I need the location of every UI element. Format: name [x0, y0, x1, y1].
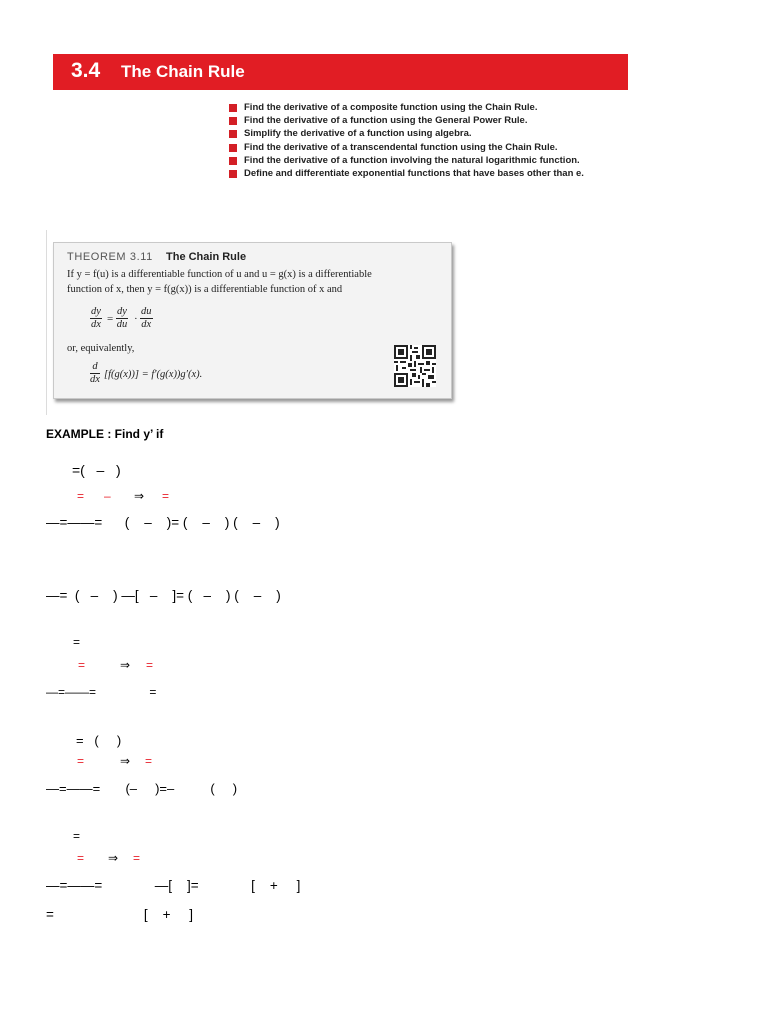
equals-sign: =	[107, 313, 114, 325]
fraction-dy-du: $\frac{dy}{du}$	[116, 306, 128, 330]
objective-item: Find the derivative of a transcendental function using the Chain Rule.	[228, 141, 628, 154]
theorem-or-text: or, equivalently,	[67, 343, 135, 354]
bullet-icon	[229, 144, 237, 152]
objective-item: Find the derivative of a composite function using the Chain Rule.	[228, 101, 628, 114]
objective-item: Find the derivative of a function using the General Power Rule.	[228, 114, 628, 127]
equation-fragment: =	[77, 489, 85, 503]
bullet-icon	[229, 130, 237, 138]
fraction-dy-dx: $\frac{dy}{dx}$	[91, 306, 101, 330]
equation-line: —=——= —[ ]= [ + ]	[46, 878, 301, 893]
equation-fragment: –	[104, 489, 111, 503]
theorem-line-2: function of x, then y = f(g(x)) is a differentiable function of x and	[67, 284, 343, 295]
equation-fragment: =	[77, 851, 85, 865]
equation-fragment: =	[73, 635, 81, 649]
equation-fragment: =	[162, 489, 170, 503]
equation-line: =( – )	[72, 462, 121, 478]
implies-symbol: ⇒	[120, 754, 131, 768]
equation-line: —=——= ( – )= ( – ) ( – )	[46, 515, 280, 530]
equation-line: = [ + ]	[46, 907, 194, 922]
objectives-list	[228, 101, 628, 180]
objective-item: Simplify the derivative of a function using algebra.	[228, 127, 628, 140]
implies-symbol: ⇒	[120, 658, 131, 672]
page-edge-line	[46, 230, 47, 415]
fraction-du-dx: $\frac{du}{dx}$	[141, 306, 152, 330]
equation-line: —= ( – ) —[ – ]= ( – ) ( – )	[46, 588, 281, 603]
equation-line: —=——= =	[46, 685, 157, 699]
section-banner	[53, 54, 628, 90]
equation-fragment: =	[133, 851, 141, 865]
equation-fragment: =	[77, 754, 85, 768]
equation-fragment: =	[145, 754, 153, 768]
equation-fragment: =	[146, 658, 154, 672]
equation-line: = ( )	[76, 733, 122, 748]
bullet-icon	[229, 117, 237, 125]
implies-symbol: ⇒	[108, 851, 119, 865]
theorem-formula: [f(g(x))] = f′(g(x))g′(x).	[104, 369, 203, 380]
theorem-line-1: If y = f(u) is a differentiable function of u and u = g(x) is a differentiable	[67, 269, 372, 280]
bullet-icon	[229, 170, 237, 178]
implies-symbol: ⇒	[134, 489, 145, 503]
section-number: 3.4	[71, 59, 101, 82]
equation-fragment: =	[78, 658, 86, 672]
objective-item: Define and differentiate exponential functions that have bases other than e.	[228, 167, 628, 180]
equation-fragment: =	[73, 829, 81, 843]
theorem-label: THEOREM 3.11	[67, 251, 153, 263]
theorem-box	[53, 242, 452, 399]
theorem-title: The Chain Rule	[166, 251, 247, 263]
fraction-d-dx: $\frac{d}{dx}$	[90, 361, 100, 385]
equation-line: —=——= (– )=– ( )	[46, 781, 238, 796]
bullet-icon	[229, 104, 237, 112]
qr-code-icon	[394, 345, 436, 387]
dot-operator: ·	[134, 313, 138, 325]
example-heading: EXAMPLE : Find y’ if	[46, 427, 164, 441]
objective-item: Find the derivative of a function involving the natural logarithmic function.	[228, 154, 628, 167]
bullet-icon	[229, 157, 237, 165]
section-title: The Chain Rule	[121, 62, 245, 81]
